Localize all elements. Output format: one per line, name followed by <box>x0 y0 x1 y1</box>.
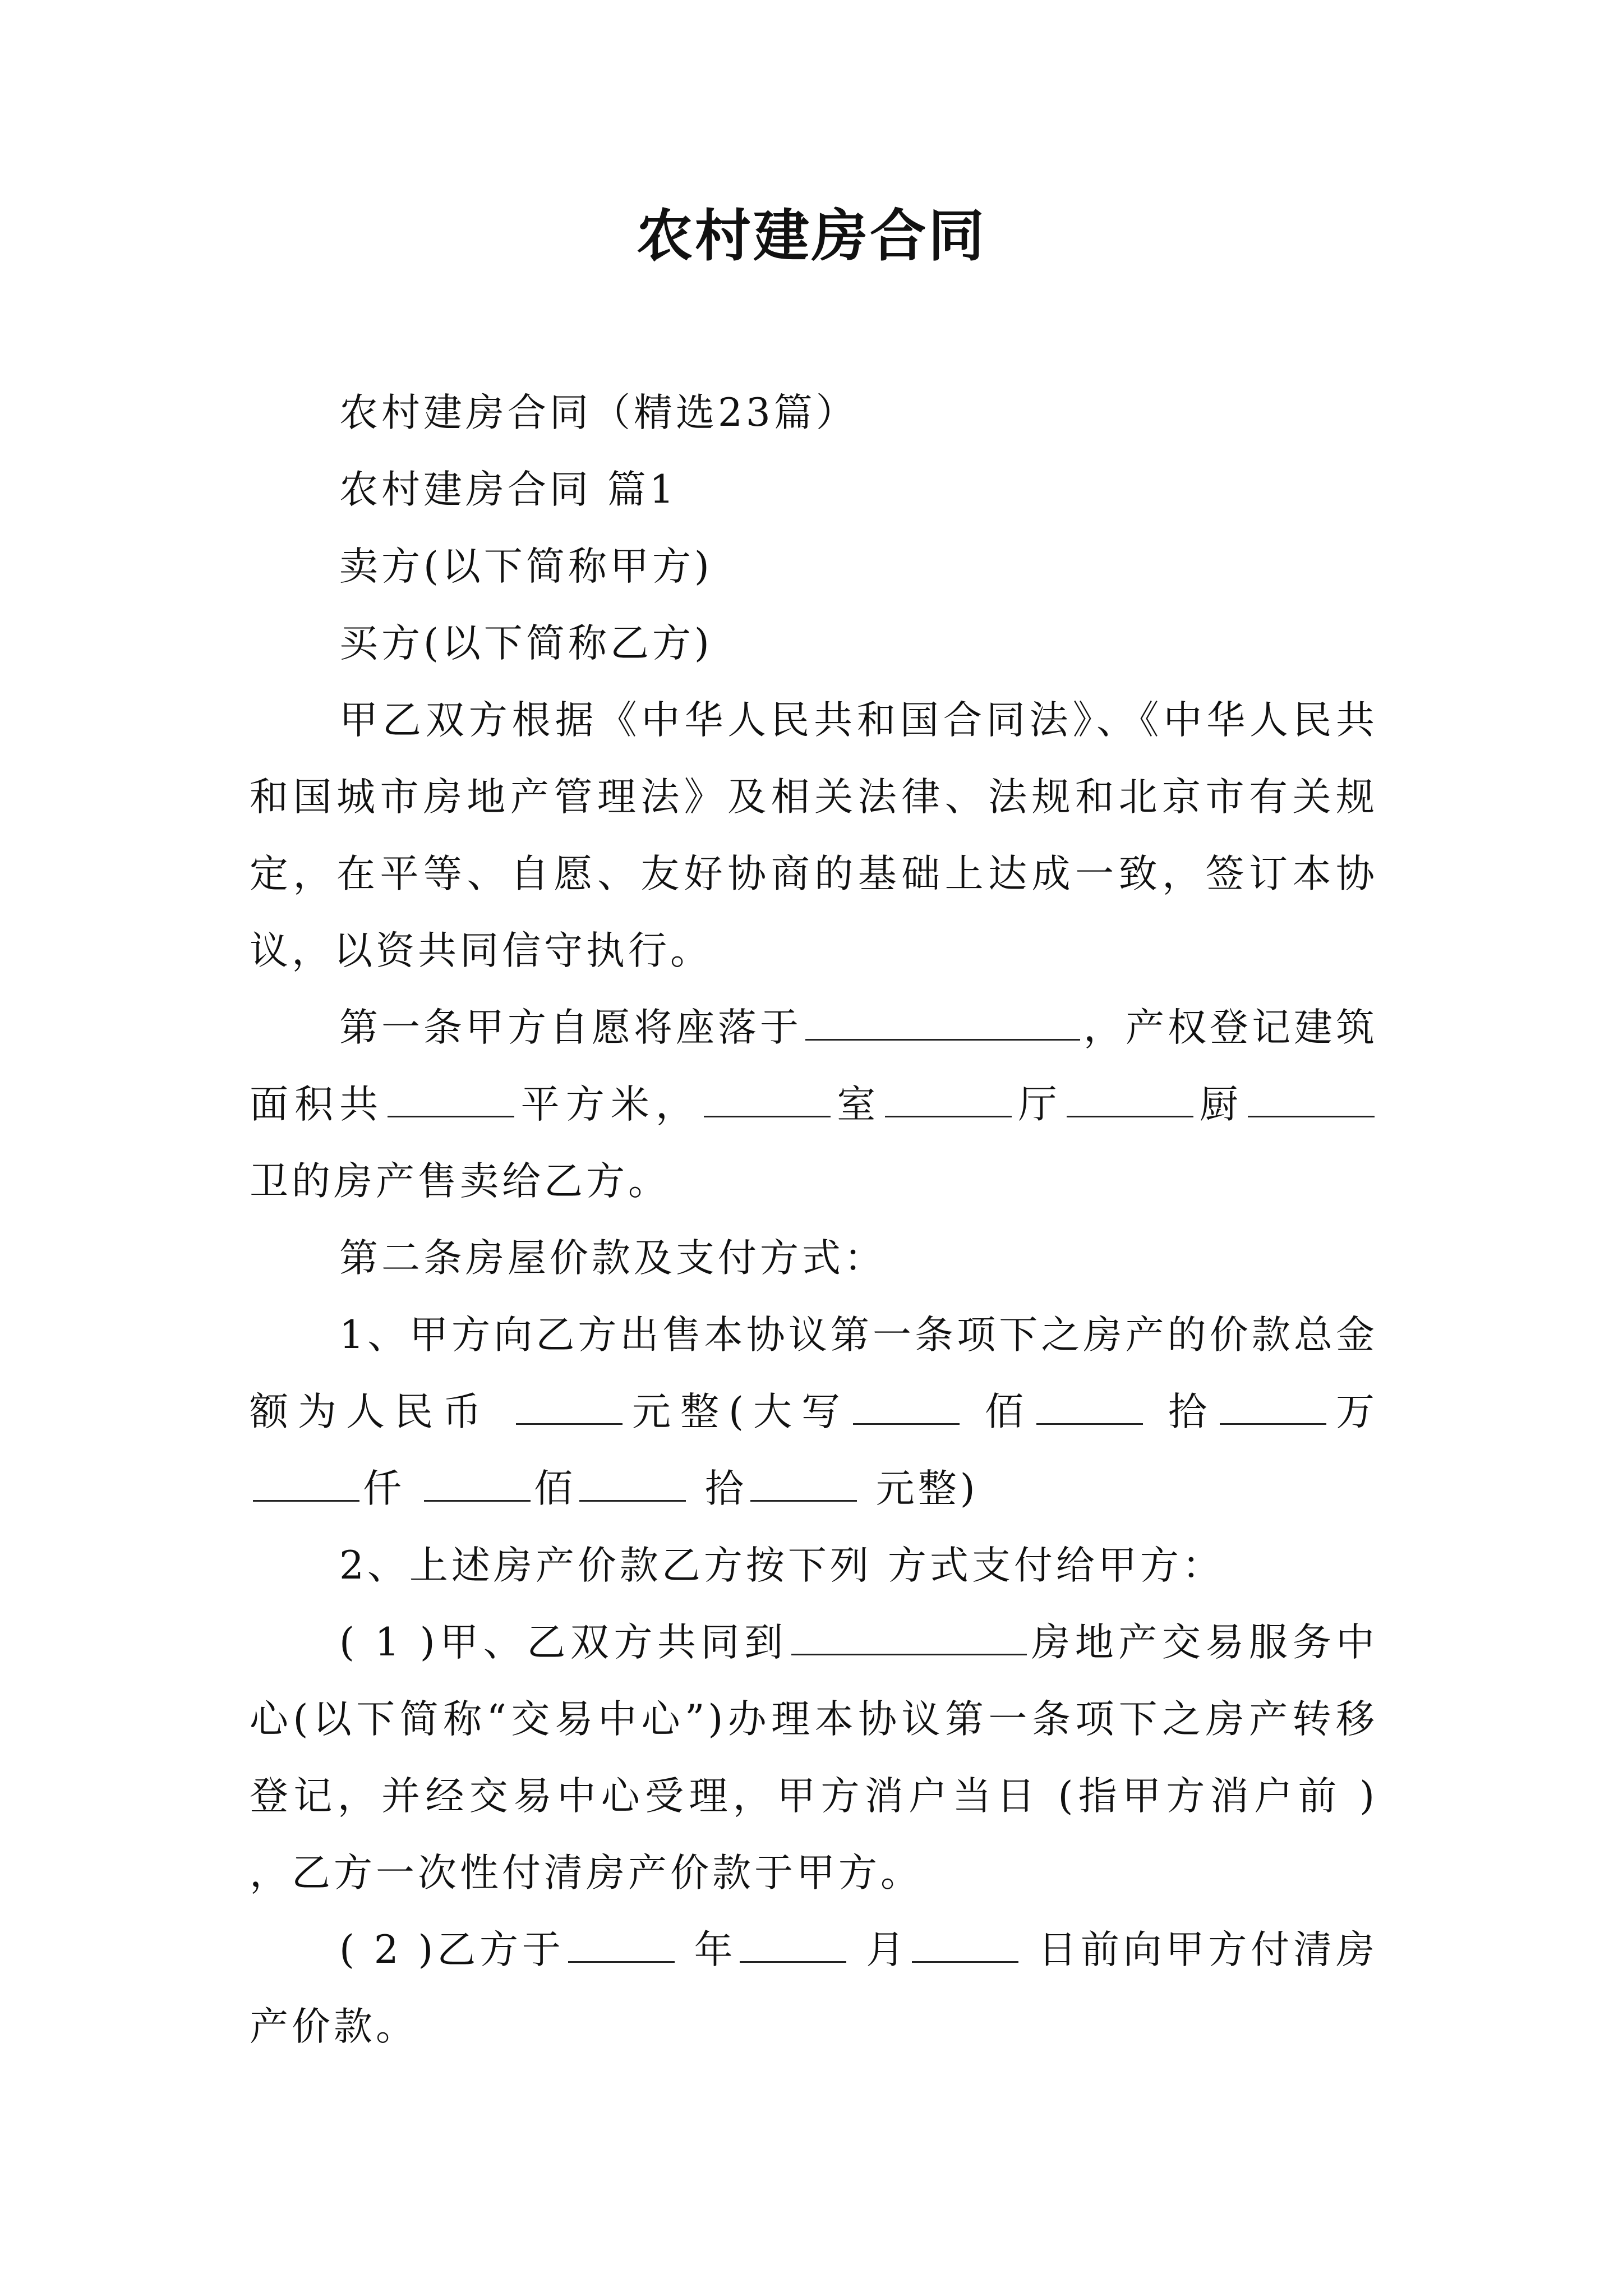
price-text: 仟 <box>363 1466 421 1511</box>
article-two-heading: 第二条房屋价款及支付方式： <box>339 1236 886 1281</box>
kitchens-blank <box>1067 1079 1193 1117</box>
document-title: 农村建房合同 <box>637 203 986 269</box>
payment-option-one <box>250 1604 1378 1912</box>
article-one-text: 第一条甲方自愿将座落于 <box>339 1005 802 1050</box>
article-one-text: 平方米， <box>518 1082 701 1127</box>
price-text: 佰 <box>963 1389 1034 1434</box>
payment-option-text: ( 2 )乙方于 <box>339 1927 565 1972</box>
price-text: 元整(大写 <box>626 1389 850 1434</box>
price-blank <box>1220 1386 1326 1425</box>
price-text: 万 <box>1329 1389 1378 1434</box>
price-amount-blank <box>516 1386 623 1425</box>
article-one-paragraph <box>250 990 1378 1220</box>
price-blank <box>1036 1386 1143 1425</box>
month-blank <box>740 1924 846 1963</box>
article-one-text: 卫的房产售卖给乙方。 <box>250 1159 670 1204</box>
payment-option-text: 房地产交易服务中心(以下简称“交易中心”)办理本协议第一条项下之房产转移登记，并经交易中心受理，甲方消户当日 (指甲方消户前 ) ，乙方一次性付清房产价款于甲方。 <box>250 1620 1378 1895</box>
payment-option-text: ( 1 )甲、乙双方共同到 <box>339 1620 788 1665</box>
section-heading: 农村建房合同 篇1 <box>339 467 677 512</box>
price-text: 佰 <box>533 1466 576 1511</box>
area-blank <box>388 1079 514 1117</box>
buyer-line: 买方(以下简称乙方) <box>339 621 713 666</box>
price-paragraph <box>250 1297 1378 1527</box>
document-body <box>250 375 1378 2065</box>
subtitle-paragraph: 农村建房合同（精选23篇） <box>339 390 858 435</box>
seller-line: 卖方(以下简称甲方) <box>339 544 713 589</box>
price-text: 拾 <box>689 1466 747 1511</box>
payment-method-paragraph: 2、上述房产价款乙方按下列 方式支付给甲方： <box>339 1543 1224 1588</box>
payment-option-text: 日前向甲方付清房产价款。 <box>250 1927 1378 2049</box>
article-one-text: 厨 <box>1196 1082 1245 1127</box>
price-blank <box>579 1463 686 1502</box>
article-one-text: ，产权登记建筑面积共 <box>250 1005 1378 1127</box>
bathrooms-blank <box>1248 1079 1375 1117</box>
location-blank <box>805 1002 1080 1041</box>
price-blank <box>253 1463 359 1502</box>
preamble-paragraph: 甲乙双方根据《中华人民共和国合同法》、《中华人民共和国城市房地产管理法》及相关法律、法规和北京市有关规定，在平等、自愿、友好协商的基础上达成一致，签订本协议，以资共同信守执行。 <box>250 698 1378 973</box>
rooms-blank <box>704 1079 831 1117</box>
halls-blank <box>885 1079 1012 1117</box>
article-one-text: 厅 <box>1015 1082 1063 1127</box>
payment-option-text: 月 <box>850 1927 909 1972</box>
exchange-center-blank <box>791 1617 1027 1655</box>
year-blank <box>568 1924 675 1963</box>
price-blank <box>424 1463 531 1502</box>
payment-option-two <box>250 1912 1378 2065</box>
price-blank <box>853 1386 960 1425</box>
article-one-text: 室 <box>834 1082 882 1127</box>
price-blank <box>750 1463 857 1502</box>
price-text: 拾 <box>1146 1389 1216 1434</box>
payment-option-text: 年 <box>677 1927 737 1972</box>
price-text: 1、甲方向乙方出售本协议第一条项下之房产的价款总金额为人民币 <box>250 1313 1378 1434</box>
price-text: 元整) <box>860 1466 979 1511</box>
day-blank <box>912 1924 1018 1963</box>
